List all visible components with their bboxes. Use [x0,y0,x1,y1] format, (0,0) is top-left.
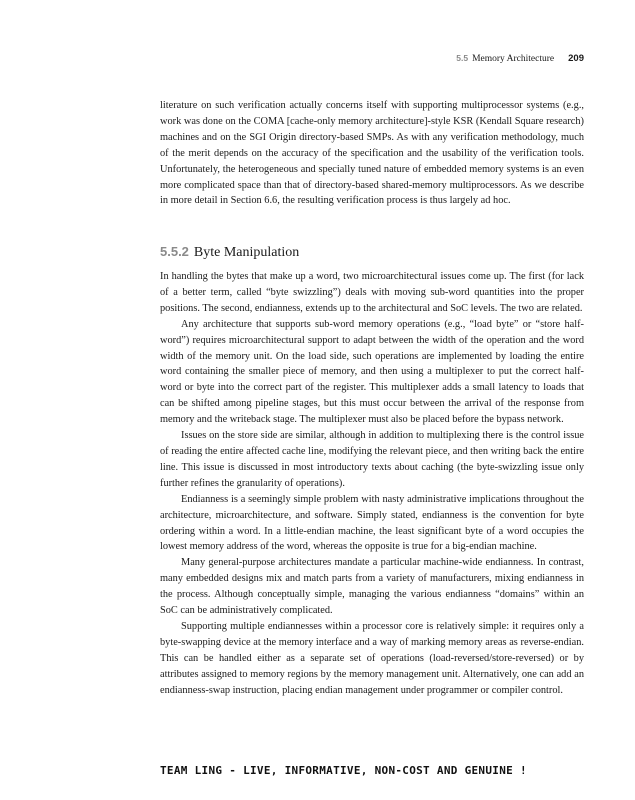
page-number: 209 [568,53,584,64]
intro-paragraph: literature on such verification actually concerns itself with supporting multiprocessor systems (e.g., work was done on the COMA [cache-only memory architecture]-style KSR (Kendall Square research) machines and on the SGI Origin directory-based SMPs. As with any verification methodology, much of the merit depends on the accuracy of the specification and the usability of the verification tools. Unfortunately, the heterogeneous and specially tuned nature of embedded memory systems is an even more complicated space than that of directory-based shared-memory multiprocessors. As we describe in more detail in Section 6.6, the resulting verification process is thus largely ad hoc. [160,100,584,207]
body-paragraph: In handling the bytes that make up a word, two microarchitectural issues come up. The first (for lack of a better term, called “byte swizzling”) deals with moving sub-word quantities into the proper positions. The second, endianness, extends up to the architectural and SoC levels. The two are related. [160,271,584,314]
header-section-number: 5.5 [456,53,469,63]
body-paragraph: Any architecture that supports sub-word memory operations (e.g., “load byte” or “store half-word”) requires microarchitectural support to adapt between the width of the operation and the word width of the memory unit. On the load side, such operations are implemented by loading the entire word containing the smaller piece of memory, and then using a multiplexer to put the correct half-word or byte into the correct part of the register. This multiplexer adds a small latency to loads that can be shifted among pipeline stages, but this must occur between the arrival of the response from memory and the writeback stage. The multiplexer must also be placed before the bypass network. [160,318,584,426]
running-header [160,52,584,65]
section-number: 5.5.2 [160,244,189,259]
intro-text [160,98,584,209]
body-paragraph: Many general-purpose architectures mandate a particular machine-wide endianness. In contrast, many embedded designs mix and match parts from a variety of manufacturers, mixing endianness in the process. Although conceptually simple, managing the various endianness “domains” within an SoC can be administratively complicated. [160,557,584,617]
section-heading [160,243,584,262]
body-paragraph: Supporting multiple endiannesses within a processor core is relatively simple: it requires only a byte-swapping device at the memory interface and a way of marking memory areas as reverse-endian. This can be handled either as a separate set of operations (load-reversed/store-reversed) or by attributes assigned to memory regions by the memory management unit. Alternatively, one can add an endianness-swap instruction, placing endian management under programmer or compiler control. [160,620,584,696]
section-body [160,269,584,698]
footer-watermark: TEAM LING - LIVE, INFORMATIVE, NON-COST AND GENUINE ! [160,764,527,777]
body-paragraph: Endianness is a seemingly simple problem with nasty administrative implications throughout the architecture, microarchitecture, and software. Simply stated, endianness is the convention for byte ordering within a word. In a little-endian machine, the least significant byte of a word occupies the lowest memory address of the word, whereas the opposite is true for a big-endian machine. [160,493,584,553]
header-section-title: Memory Architecture [472,54,555,64]
section-title: Byte Manipulation [193,245,300,260]
body-paragraph: Issues on the store side are similar, although in addition to multiplexing there is the control issue of reading the entire affected cache line, modifying the relevant piece, and then writing back the entire line. This issue is discussed in most introductory texts about caching (the byte-swizzling issue only further refines the granularity of operations). [160,430,584,489]
